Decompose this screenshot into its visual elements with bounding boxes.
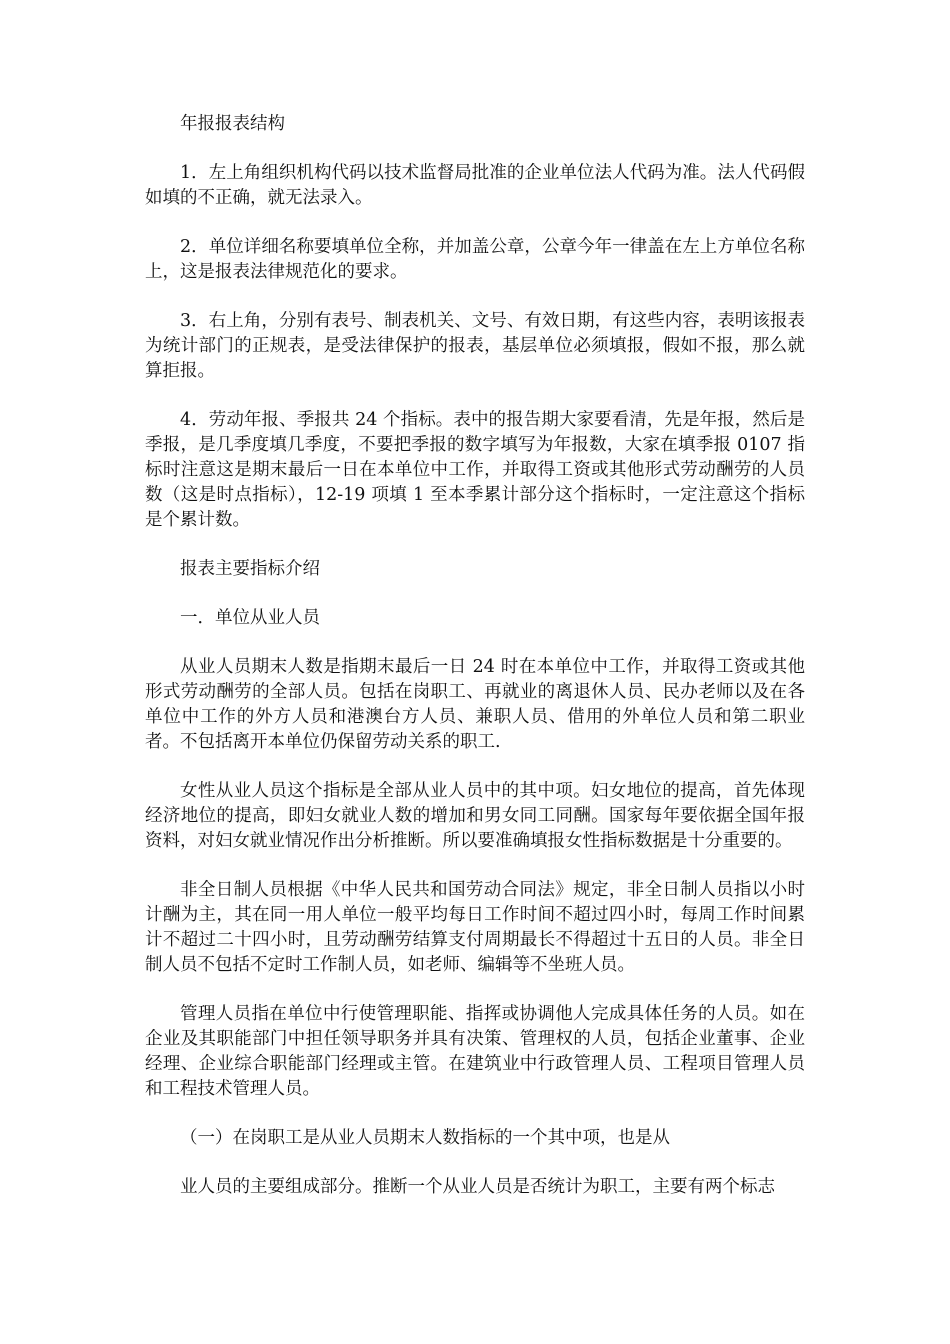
paragraph-10: 业人员的主要组成部分。推断一个从业人员是否统计为职工，主要有两个标志	[180, 1177, 775, 1197]
paragraph-7: 非全日制人员根据《中华人民共和国劳动合同法》规定，非全日制人员指以小时计酬为主，其在同一用人单位一般平均每日工作时间不超过四小时，每周工作时间累计不超过二十四小时，且劳动酬劳结算支付周期最长不得超过十五日的人员。非全日制人员不包括不定时工作制人员，如老师、编辑等不坐班人员。	[145, 880, 805, 975]
paragraph-3: 3．右上角，分别有表号、制表机关、文号、有效日期，有这些内容，表明该报表为统计部门的正规表，是受法律保护的报表，基层单位必须填报，假如不报，那么就算拒报。	[145, 311, 805, 381]
document-title: 年报报表结构	[180, 114, 285, 134]
paragraph-5: 从业人员期末人数是指期末最后一日 24 时在本单位中工作，并取得工资或其他形式劳动酬劳的全部人员。包括在岗职工、再就业的离退休人员、民办老师以及在各单位中工作的外方人员和港澳台方人员、兼职人员、借用的外单位人员和第二职业者。不包括离开本单位仍保留劳动关系的职工.	[145, 657, 805, 752]
paragraph-8: 管理人员指在单位中行使管理职能、指挥或协调他人完成具体任务的人员。如在企业及其职能部门中担任领导职务并具有决策、管理权的人员，包括企业董事、企业经理、企业综合职能部门经理或主管。在建筑业中行政管理人员、工程项目管理人员和工程技术管理人员。	[145, 1004, 805, 1099]
paragraph-4: 4．劳动年报、季报共 24 个指标。表中的报告期大家要看清，先是年报，然后是季报，是几季度填几季度，不要把季报的数字填写为年报数，大家在填季报 0107 指标时注意这是期末最后一日在本单位中工作，并取得工资或其他形式劳动酬劳的人员数（这是时点指标），12-19 项填 1 至本季累计部分这个指标时，一定注意这个指标是个累计数。	[145, 410, 805, 530]
subsection-heading: 一．单位从业人员	[180, 608, 320, 628]
paragraph-6: 女性从业人员这个指标是全部从业人员中的其中项。妇女地位的提高，首先体现经济地位的提高，即妇女就业人数的增加和男女同工同酬。国家每年要依据全国年报资料，对妇女就业情况作出分析推断。所以要准确填报女性指标数据是十分重要的。	[145, 781, 805, 851]
paragraph-9: （一）在岗职工是从业人员期末人数指标的一个其中项，也是从	[180, 1128, 670, 1148]
paragraph-2: 2．单位详细名称要填单位全称，并加盖公章，公章今年一律盖在左上方单位名称上，这是报表法律规范化的要求。	[145, 237, 805, 282]
section-heading: 报表主要指标介绍	[180, 559, 320, 579]
document-body	[145, 112, 805, 1224]
paragraph-1: 1．左上角组织机构代码以技术监督局批准的企业单位法人代码为准。法人代码假如填的不正确，就无法录入。	[145, 163, 805, 208]
